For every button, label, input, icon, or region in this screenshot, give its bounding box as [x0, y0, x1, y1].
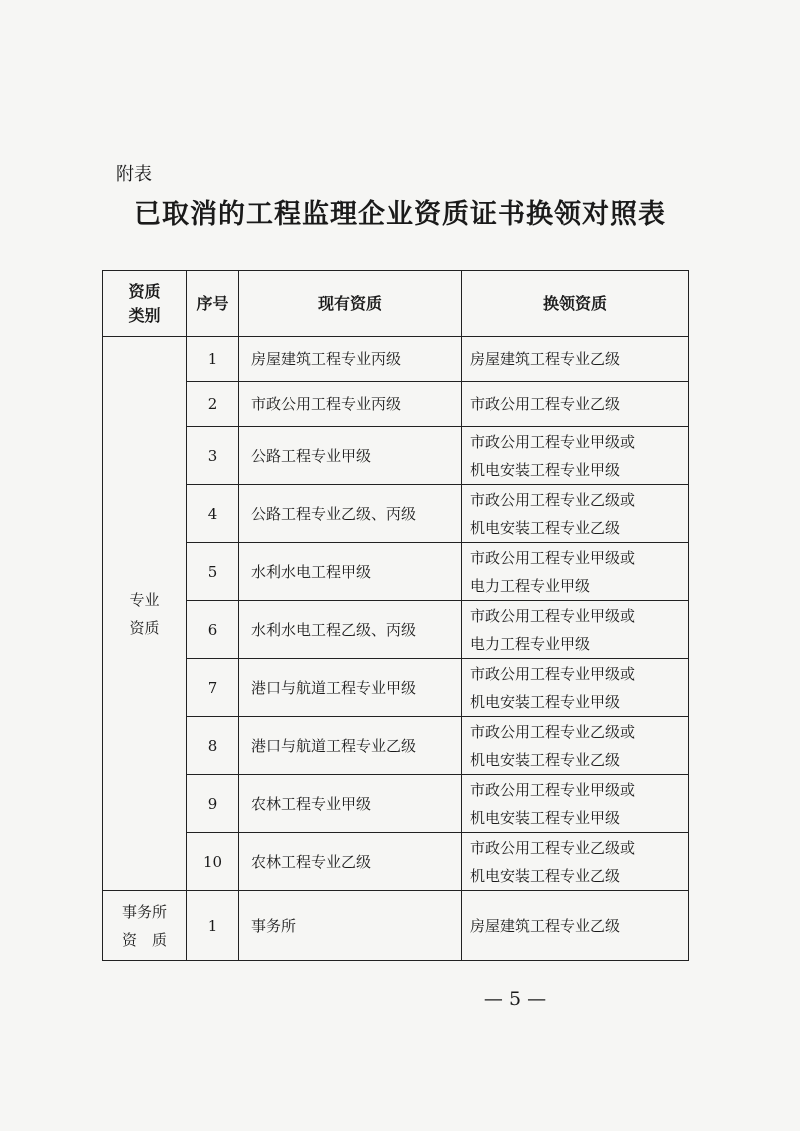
- replacement-line1: 市政公用工程专业乙级或: [470, 838, 636, 857]
- replacement-line2: 电力工程专业甲级: [470, 576, 591, 595]
- current-cell: 农林工程专业甲级: [239, 775, 462, 833]
- seq-cell: 3: [187, 427, 239, 485]
- replacement-cell: [462, 601, 689, 659]
- replacement-cell: [462, 717, 689, 775]
- replacement-line2: 机电安装工程专业甲级: [470, 460, 621, 479]
- replacement-line1: 市政公用工程专业甲级或: [470, 664, 636, 683]
- replacement-cell: [462, 337, 689, 382]
- category-line1: 事务所: [121, 902, 167, 921]
- table-row: [103, 891, 689, 961]
- page-number-text: — 5 —: [483, 988, 547, 1010]
- replacement-line2: 电力工程专业甲级: [470, 634, 591, 653]
- seq-cell: 5: [187, 543, 239, 601]
- replacement-cell: [462, 382, 689, 427]
- replacement-line1: 市政公用工程专业甲级或: [470, 606, 636, 625]
- header-category-line1: 资质: [128, 281, 161, 301]
- replacement-cell: [462, 833, 689, 891]
- current-cell: 水利水电工程乙级、丙级: [239, 601, 462, 659]
- table-row: [103, 601, 689, 659]
- table-row: [103, 717, 689, 775]
- replacement-cell: [462, 543, 689, 601]
- replacement-cell: [462, 659, 689, 717]
- document-title: 已取消的工程监理企业资质证书换领对照表: [134, 199, 666, 230]
- replacement-line2: 机电安装工程专业甲级: [470, 692, 621, 711]
- replacement-line2: 机电安装工程专业乙级: [470, 518, 621, 537]
- seq-cell: 6: [187, 601, 239, 659]
- replacement-line1: 市政公用工程专业甲级或: [470, 432, 636, 451]
- replacement-line1: 市政公用工程专业乙级或: [470, 490, 636, 509]
- header-category: [103, 271, 187, 337]
- attachment-label: 附表: [116, 164, 152, 185]
- seq-cell: 2: [187, 382, 239, 427]
- seq-cell: 7: [187, 659, 239, 717]
- replacement-line1: 市政公用工程专业乙级或: [470, 722, 636, 741]
- replacement-line2: 机电安装工程专业乙级: [470, 866, 621, 885]
- current-cell: 公路工程专业乙级、丙级: [239, 485, 462, 543]
- replacement-cell: [462, 427, 689, 485]
- current-cell: 港口与航道工程专业乙级: [239, 717, 462, 775]
- category-line2: 资质: [129, 618, 160, 637]
- header-current: 现有资质: [239, 271, 462, 337]
- seq-cell: 10: [187, 833, 239, 891]
- table-row: [103, 485, 689, 543]
- current-cell: 事务所: [239, 891, 462, 961]
- table-row: [103, 337, 689, 382]
- category-line2: 资 质: [121, 930, 167, 949]
- current-cell: 农林工程专业乙级: [239, 833, 462, 891]
- qualification-table: [102, 270, 689, 961]
- page-number: [0, 988, 800, 1010]
- replacement-cell: [462, 775, 689, 833]
- current-cell: 公路工程专业甲级: [239, 427, 462, 485]
- table-row: [103, 382, 689, 427]
- seq-cell: 4: [187, 485, 239, 543]
- replacement-line1: 市政公用工程专业甲级或: [470, 780, 636, 799]
- current-cell: 房屋建筑工程专业丙级: [239, 337, 462, 382]
- replacement-line1: 市政公用工程专业乙级: [470, 395, 621, 413]
- table-row: [103, 775, 689, 833]
- seq-cell: 1: [187, 891, 239, 961]
- category-line1: 专业: [129, 590, 160, 609]
- table-header-row: [103, 271, 689, 337]
- header-replacement: 换领资质: [462, 271, 689, 337]
- category-cell-office: [103, 891, 187, 961]
- seq-cell: 9: [187, 775, 239, 833]
- category-cell-professional: [103, 337, 187, 891]
- current-cell: 水利水电工程甲级: [239, 543, 462, 601]
- seq-cell: 8: [187, 717, 239, 775]
- table-row: [103, 659, 689, 717]
- replacement-line1: 房屋建筑工程专业乙级: [470, 916, 621, 935]
- table-row: [103, 427, 689, 485]
- replacement-line1: 市政公用工程专业甲级或: [470, 548, 636, 567]
- replacement-cell: [462, 485, 689, 543]
- header-seq: 序号: [187, 271, 239, 337]
- replacement-line2: 机电安装工程专业乙级: [470, 750, 621, 769]
- current-cell: 市政公用工程专业丙级: [239, 382, 462, 427]
- replacement-line1: 房屋建筑工程专业乙级: [470, 350, 621, 368]
- seq-cell: 1: [187, 337, 239, 382]
- header-category-line2: 类别: [128, 305, 161, 325]
- table-row: [103, 543, 689, 601]
- current-cell: 港口与航道工程专业甲级: [239, 659, 462, 717]
- replacement-cell: [462, 891, 689, 961]
- replacement-line2: 机电安装工程专业甲级: [470, 808, 621, 827]
- table-row: [103, 833, 689, 891]
